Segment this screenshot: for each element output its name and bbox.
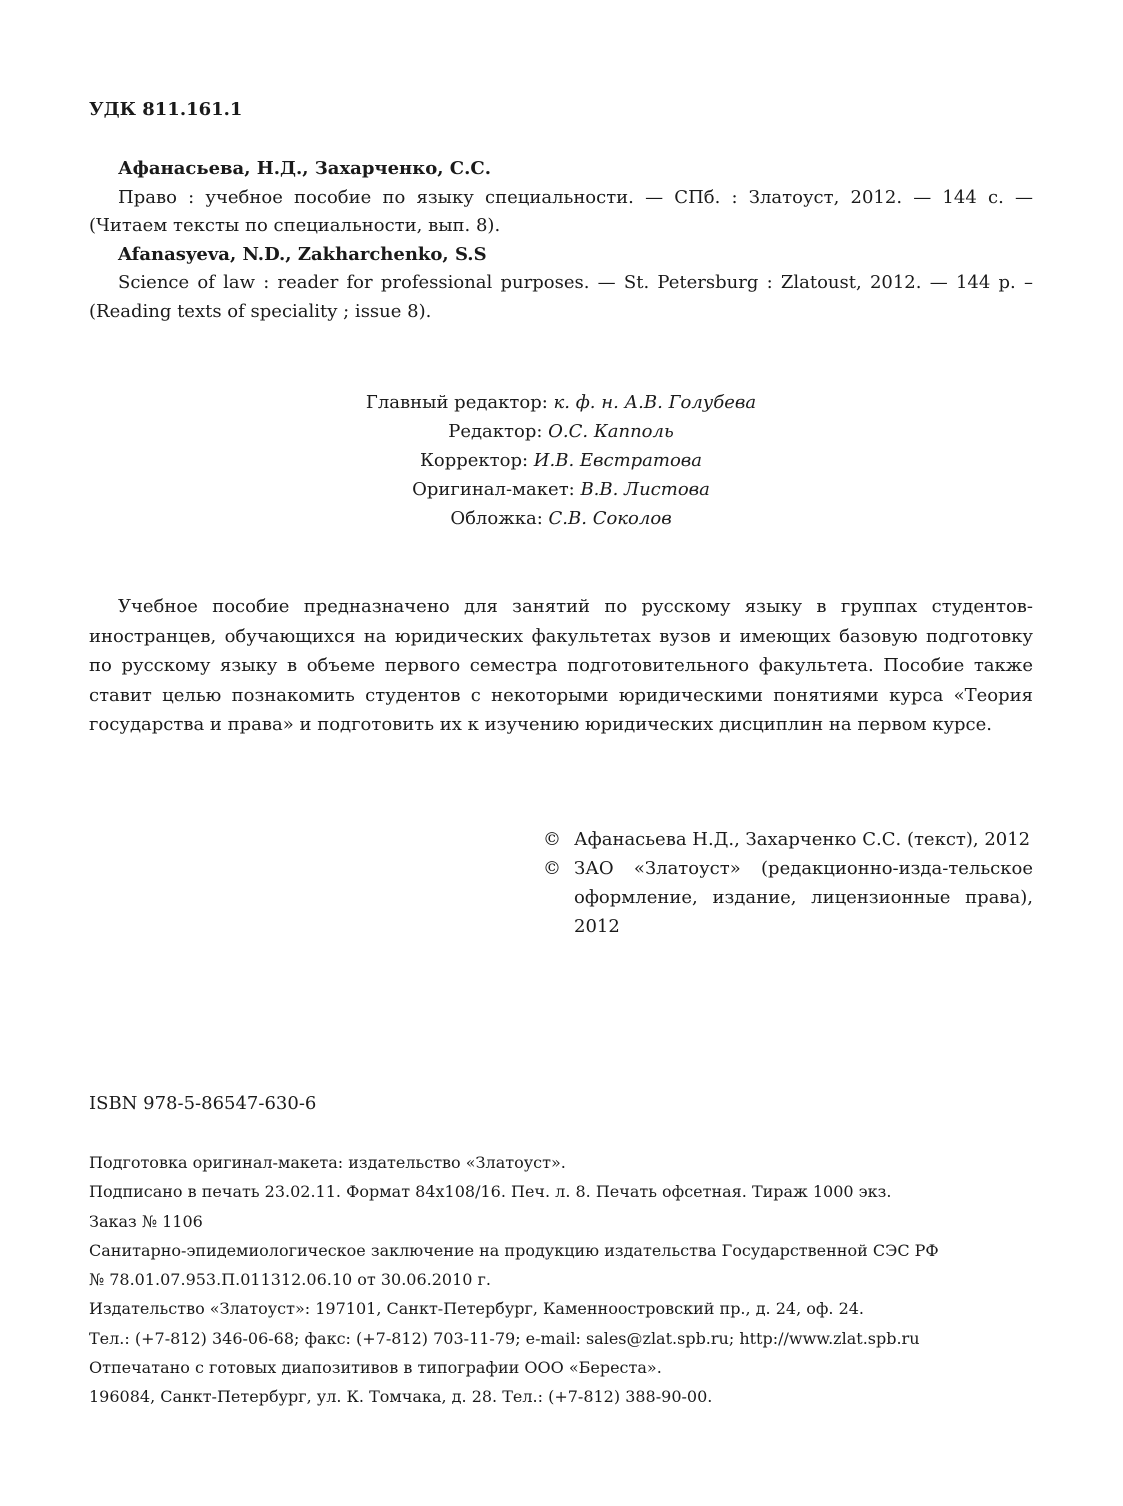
imprint-line: № 78.01.07.953.П.011312.06.10 от 30.06.2010 г.: [89, 1270, 492, 1290]
credit-role: Корректор:: [419, 450, 534, 471]
credit-line-layout: [89, 475, 1033, 504]
credit-line-chief-editor: [89, 388, 1033, 417]
credit-line-editor: [89, 417, 1033, 446]
credit-role: Редактор:: [448, 421, 549, 442]
imprint-line: Тел.: (+7-812) 346-06-68; факс: (+7-812) 703-11-79; e-mail: sales@zlat.spb.ru; http://www.zlat.spb.ru: [89, 1328, 920, 1348]
copyright-item-authors: [543, 825, 1033, 854]
isbn: ISBN 978-5-86547-630-6: [89, 1093, 317, 1114]
credit-line-cover: [89, 504, 1033, 533]
annotation-paragraph: Учебное пособие предназначено для занятий по русскому языку в группах студентов-иностранцев, обучающихся на юридических факультетах вузов и имеющих базовую подготовку по русскому языку в объеме первого семестра подготовительного факультета. Пособие также ставит целью познакомить студентов с некоторыми юридическими понятиями курса «Теория государства и права» и подготовить их к изучению юридических дисциплин на первом курсе.: [89, 596, 1033, 735]
credit-role: Обложка:: [450, 508, 549, 529]
credit-name: С.В. Соколов: [548, 508, 672, 529]
imprint-line: Отпечатано с готовых диапозитивов в типографии ООО «Береста».: [89, 1358, 662, 1378]
imprint-block: [89, 1148, 1033, 1412]
copyright-text: ЗАО «Златоуст» (редакционно-изда-тельское оформление, издание, лицензионные права), 2012: [574, 858, 1033, 937]
credit-name: И.В. Евстратова: [533, 450, 703, 471]
ru-description: Право : учебное пособие по языку специальности. — СПб. : Златоуст, 2012. — 144 с. — (Читаем тексты по специальности, вып. 8).: [89, 186, 1033, 236]
bibliographic-record: [89, 155, 1033, 326]
credit-role: Оригинал-макет:: [412, 479, 581, 500]
credit-line-proofreader: [89, 446, 1033, 475]
credit-name: к. ф. н. А.В. Голубева: [553, 392, 757, 413]
en-description: Science of law : reader for professional purposes. — St. Petersburg : Zlatoust, 2012. — 144 p. – (Reading texts of speciality ; issue 8).: [89, 272, 1033, 322]
imprint-line: Подготовка оригинал-макета: издательство «Златоуст».: [89, 1153, 566, 1172]
copyright-notices: [543, 825, 1033, 941]
copyright-text: Афанасьева Н.Д., Захарченко С.С. (текст), 2012: [574, 829, 1031, 850]
imprint-line: Заказ № 1106: [89, 1211, 203, 1231]
copyright-symbol: ©: [543, 829, 561, 850]
credit-name: О.С. Капполь: [548, 421, 674, 442]
udk-code: УДК 811.161.1: [89, 99, 243, 120]
copyright-symbol: ©: [543, 858, 561, 879]
imprint-line: Санитарно-эпидемиологическое заключение на продукцию издательства Государственной СЭС РФ: [89, 1240, 939, 1260]
imprint-line: Издательство «Златоуст»: 197101, Санкт-Петербург, Каменноостровский пр., д. 24, оф. 24.: [89, 1299, 865, 1319]
copyright-item-publisher: [543, 854, 1033, 941]
editorial-credits: [89, 388, 1033, 533]
en-authors: Afanasyeva, N.D., Zakharchenko, S.S: [118, 243, 487, 265]
imprint-line: Подписано в печать 23.02.11. Формат 84x108/16. Печ. л. 8. Печать офсетная. Тираж 1000 экз.: [89, 1182, 892, 1202]
credit-role: Главный редактор:: [365, 392, 554, 413]
imprint-line: 196084, Санкт-Петербург, ул. К. Томчака, д. 28. Тел.: (+7-812) 388-90-00.: [89, 1387, 713, 1407]
ru-authors: Афанасьева, Н.Д., Захарченко, С.С.: [118, 158, 491, 179]
credit-name: В.В. Листова: [580, 479, 710, 500]
